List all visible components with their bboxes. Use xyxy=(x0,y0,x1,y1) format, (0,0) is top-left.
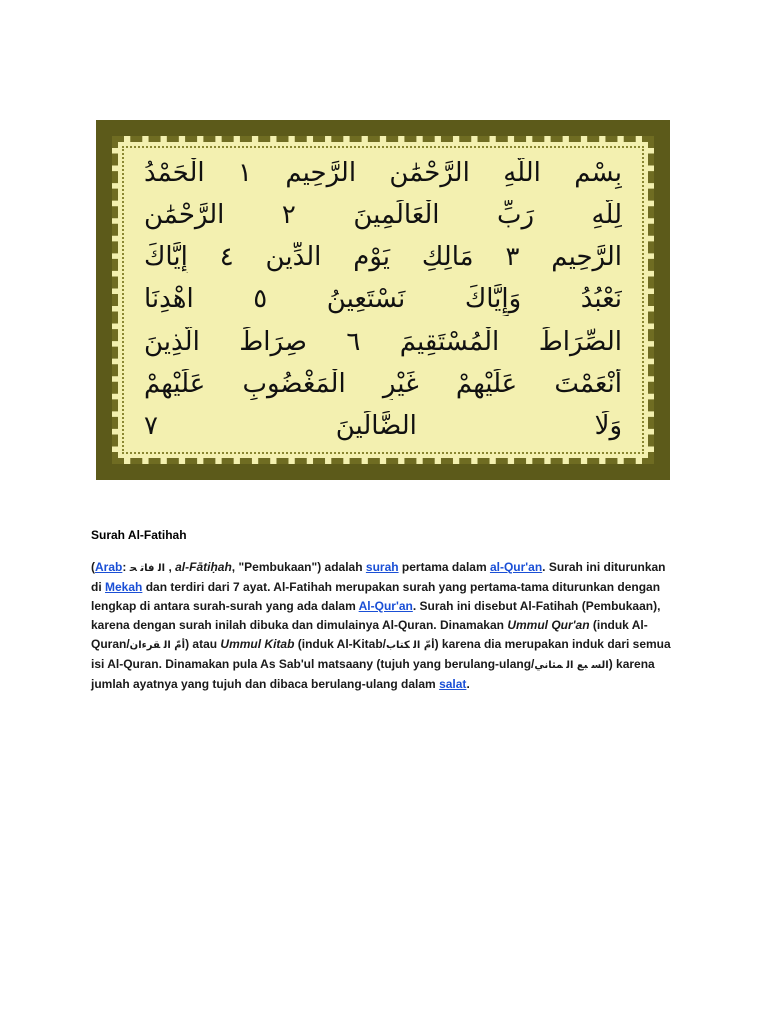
arabic-text: ﺍﻟ ﻓﺎﺗ ﺤ xyxy=(129,563,166,574)
ayah-line: نَعْبُدُ وَإِيَّاكَ نَسْتَعِينُ ٥ اهْدِنَا xyxy=(144,284,622,315)
text-run: ) atau xyxy=(185,637,221,651)
ayah-line: وَلَا الضَّالِّينَ ٧ xyxy=(144,411,622,442)
arabic-text: ﺃﻡّ ﺍﻟ ﻜﺘﺎﺏ xyxy=(385,640,435,651)
ayah-line: أَنْعَمْتَ عَلَيْهِمْ غَيْرِ الْمَغْضُوبِ عَلَيْهِمْ xyxy=(144,368,622,399)
text-run: . Surah ini diturunkan di xyxy=(91,560,666,594)
italic-term: al-Fātiḥah xyxy=(175,560,232,574)
body-paragraph xyxy=(91,558,671,694)
text-run: . Surah ini disebut Al-Fatihah (Pembukaan), karena dengan surah inilah dibuka dan dimulainya Al-Quran. Dinamakan xyxy=(91,599,661,632)
ayah-line: الصِّرَاطَ الْمُسْتَقِيمَ ٦ صِرَاطَ الَّذِينَ xyxy=(144,326,622,357)
ayah-line: لِلَّهِ رَبِّ الْعَالَمِينَ ٢ الرَّحْمَٰنِ xyxy=(144,199,622,230)
text-run: , xyxy=(165,560,176,574)
link-salat[interactable]: salat xyxy=(439,677,467,691)
ayah-line: الرَّحِيمِ ٣ مَالِكِ يَوْمِ الدِّينِ ٤ إِيَّاكَ xyxy=(144,242,622,273)
text-run: , "Pembukaan") adalah xyxy=(231,560,366,574)
link-surah[interactable]: surah xyxy=(365,560,399,574)
text-run: pertama dalam xyxy=(398,560,490,574)
link-mekah[interactable]: Mekah xyxy=(105,580,143,594)
text-run: : xyxy=(122,560,130,574)
text-run: . xyxy=(466,677,470,691)
text-run: (induk Al-Kitab/ xyxy=(294,637,386,651)
text-run: ) karena jumlah ayatnya yang tujuh dan dibaca berulang-ulang dalam xyxy=(91,657,655,691)
link-al-quran[interactable]: al-Qur'an xyxy=(489,560,543,574)
italic-term: Ummul Kitab xyxy=(220,637,295,651)
section-title: Surah Al-Fatihah xyxy=(91,528,187,542)
arabic-text: ﺃﻡّ ﺍﻟ ﻘﺮﺀﺍﻥ xyxy=(129,640,186,651)
link-arab[interactable]: Arab xyxy=(95,560,123,574)
surah-al-fatihah-image xyxy=(96,120,670,480)
text-run: ( xyxy=(91,560,95,574)
text-run: ) karena dia merupakan induk dari semua isi Al-Quran. Dinamakan pula As Sab'ul matsaany (tujuh yang berulang-ulang/ xyxy=(91,637,671,671)
link-al-quran-2[interactable]: Al-Qur'an xyxy=(358,599,413,613)
italic-term: Ummul Qur'an xyxy=(507,618,590,632)
ornamental-frame xyxy=(112,136,654,464)
ayah-line: بِسْمِ اللَّهِ الرَّحْمَٰنِ الرَّحِيمِ ١ الْحَمْدُ xyxy=(144,157,622,188)
arabic-text: ﺍﻟﺴ ﺒﻊ ﺍﻟ ﻤﺜﺎﻧﻲ xyxy=(534,660,609,671)
text-run: (induk Al-Quran/ xyxy=(91,618,648,651)
text-run: dan terdiri dari 7 ayat. Al-Fatihah merupakan surah yang pertama-tama diturunkan dengan lengkap di antara surah-surah yang ada dalam xyxy=(91,580,661,613)
